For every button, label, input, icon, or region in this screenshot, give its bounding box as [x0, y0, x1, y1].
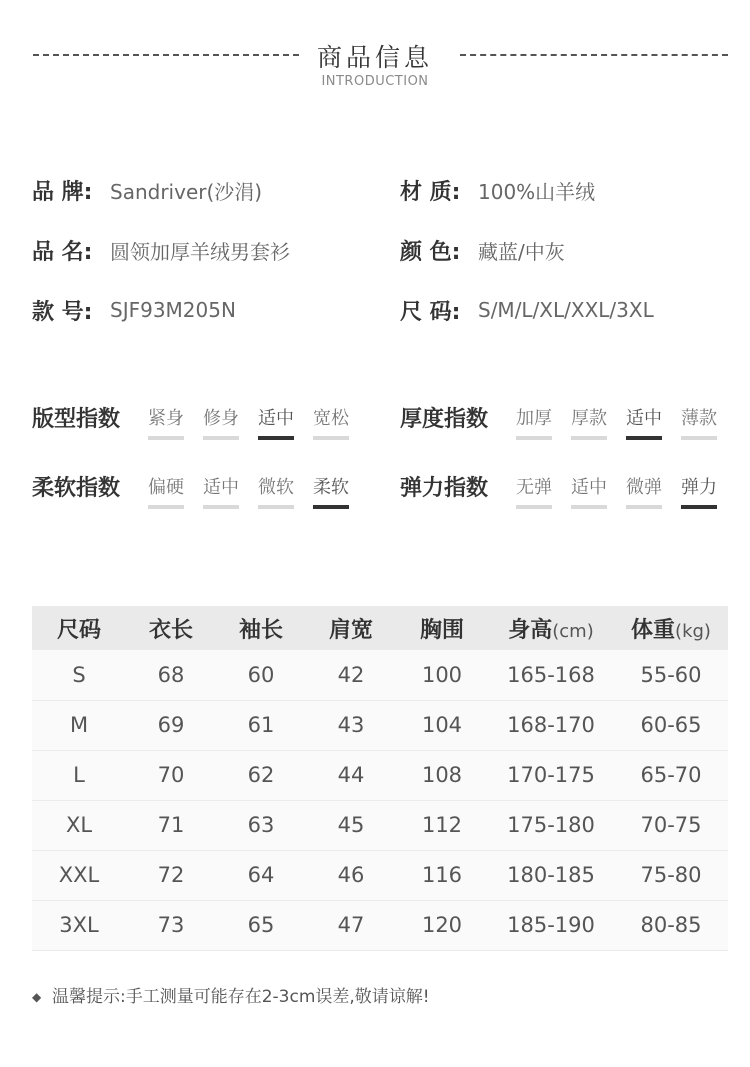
index-option — [569, 404, 609, 430]
index-option-bar — [681, 436, 717, 440]
column-header-label: 尺码 — [56, 617, 101, 643]
table-cell: XXL — [32, 850, 126, 900]
table-cell: 71 — [126, 800, 216, 850]
column-header-label: 体重 — [631, 617, 676, 643]
info-row — [32, 172, 732, 208]
info-brand — [32, 172, 262, 208]
table-cell: 60-65 — [614, 700, 728, 750]
column-header — [306, 606, 396, 650]
table-cell: 69 — [126, 700, 216, 750]
table-cell: 42 — [306, 650, 396, 700]
index-option-label: 厚款 — [571, 408, 607, 429]
index-option — [146, 404, 186, 430]
column-header — [488, 606, 614, 650]
table-cell: 3XL — [32, 900, 126, 950]
index-option-label: 无弹 — [516, 477, 552, 498]
index-option-bar — [258, 436, 294, 440]
table-cell: 61 — [216, 700, 306, 750]
table-cell: 46 — [306, 850, 396, 900]
column-header — [126, 606, 216, 650]
info-color — [400, 232, 565, 268]
table-cell: S — [32, 650, 126, 700]
table-cell: 65 — [216, 900, 306, 950]
info-label: 品 名: — [32, 239, 93, 265]
index-option — [624, 404, 664, 430]
index-option-bar — [258, 505, 294, 509]
table-header-row — [32, 606, 728, 650]
index-option-bar — [516, 505, 552, 509]
header-dashed-line-right — [460, 54, 728, 56]
index-option — [514, 404, 554, 430]
index-option-label: 加厚 — [516, 408, 552, 429]
table-cell: 68 — [126, 650, 216, 700]
index-option-label: 适中 — [203, 477, 239, 498]
info-row — [32, 232, 732, 268]
index-label: 弹力指数 — [400, 476, 489, 501]
column-header-label: 胸围 — [419, 617, 464, 643]
table-cell: 165-168 — [488, 650, 614, 700]
table-cell: 65-70 — [614, 750, 728, 800]
table-cell: 80-85 — [614, 900, 728, 950]
column-header — [32, 606, 126, 650]
table-cell: 70 — [126, 750, 216, 800]
info-label: 材 质: — [400, 179, 461, 205]
index-option-label: 柔软 — [313, 477, 349, 498]
column-header — [614, 606, 728, 650]
table-cell: 60 — [216, 650, 306, 700]
index-option-label: 微软 — [258, 477, 294, 498]
info-name — [32, 232, 290, 268]
index-option-bar — [626, 505, 662, 509]
index-option-bar — [626, 436, 662, 440]
index-option-bar — [203, 436, 239, 440]
index-option-bar — [313, 505, 349, 509]
table-row — [32, 850, 728, 900]
index-option-bar — [571, 436, 607, 440]
table-row — [32, 750, 728, 800]
index-option-label: 薄款 — [681, 408, 717, 429]
table-cell: XL — [32, 800, 126, 850]
info-value: 圆领加厚羊绒男套衫 — [110, 239, 290, 264]
table-cell: 62 — [216, 750, 306, 800]
index-option-bar — [571, 505, 607, 509]
table-cell: 64 — [216, 850, 306, 900]
index-label: 柔软指数 — [32, 476, 121, 501]
index-option — [201, 473, 241, 499]
index-option — [146, 473, 186, 499]
table-cell: 185-190 — [488, 900, 614, 950]
index-option — [256, 404, 296, 430]
info-row — [32, 292, 732, 328]
table-cell: 47 — [306, 900, 396, 950]
index-option — [679, 404, 719, 430]
table-cell: M — [32, 700, 126, 750]
column-header-label: 肩宽 — [328, 617, 373, 643]
info-label: 尺 码: — [400, 299, 461, 325]
table-cell: 43 — [306, 700, 396, 750]
diamond-bullet-icon: ◆ — [32, 990, 42, 1004]
table-cell: 100 — [396, 650, 488, 700]
column-header-label: 衣长 — [148, 617, 193, 643]
info-size — [400, 292, 654, 328]
table-row — [32, 650, 728, 700]
index-label: 版型指数 — [32, 407, 121, 432]
index-option — [514, 473, 554, 499]
tip-text: 温馨提示:手工测量可能存在2-3cm误差,敬请谅解! — [52, 987, 430, 1007]
table-cell: 72 — [126, 850, 216, 900]
table-cell: 112 — [396, 800, 488, 850]
info-label: 品 牌: — [32, 179, 93, 205]
table-cell: 73 — [126, 900, 216, 950]
index-option-label: 偏硬 — [148, 477, 184, 498]
info-value: SJF93M205N — [110, 298, 236, 322]
table-cell: 44 — [306, 750, 396, 800]
measurement-tip — [32, 982, 722, 1007]
info-material — [400, 172, 595, 208]
table-row — [32, 800, 728, 850]
index-option-label: 宽松 — [313, 408, 349, 429]
index-option-label: 适中 — [571, 477, 607, 498]
column-header-unit: (cm) — [552, 620, 594, 642]
index-row — [32, 469, 732, 517]
section-subtitle: INTRODUCTION — [321, 74, 429, 89]
info-value: S/M/L/XL/XXL/3XL — [478, 298, 654, 322]
index-option-bar — [313, 436, 349, 440]
column-header — [216, 606, 306, 650]
section-header — [0, 0, 750, 110]
index-option — [311, 404, 351, 430]
column-header-unit: (kg) — [675, 620, 711, 642]
section-title: 商品信息 — [316, 43, 433, 72]
index-option — [201, 404, 241, 430]
index-option — [679, 473, 719, 499]
table-cell: 180-185 — [488, 850, 614, 900]
index-option-bar — [516, 436, 552, 440]
index-option — [256, 473, 296, 499]
table-cell: 116 — [396, 850, 488, 900]
index-option-bar — [203, 505, 239, 509]
index-option — [311, 473, 351, 499]
info-label: 颜 色: — [400, 239, 461, 265]
index-option-label: 适中 — [626, 408, 662, 429]
table-cell: 175-180 — [488, 800, 614, 850]
index-option — [624, 473, 664, 499]
index-option-label: 弹力 — [681, 477, 717, 498]
table-cell: 168-170 — [488, 700, 614, 750]
table-cell: 75-80 — [614, 850, 728, 900]
index-option-label: 微弹 — [626, 477, 662, 498]
index-option-label: 适中 — [258, 408, 294, 429]
table-cell: 104 — [396, 700, 488, 750]
table-cell: 55-60 — [614, 650, 728, 700]
column-header-label: 身高 — [508, 617, 553, 643]
table-cell: 70-75 — [614, 800, 728, 850]
table-row — [32, 900, 728, 950]
column-header-label: 袖长 — [238, 617, 283, 643]
table-cell: 108 — [396, 750, 488, 800]
index-option-label: 修身 — [203, 408, 239, 429]
info-value: 100%山羊绒 — [478, 179, 596, 204]
index-option-bar — [681, 505, 717, 509]
table-cell: 45 — [306, 800, 396, 850]
info-label: 款 号: — [32, 299, 93, 325]
index-option-label: 紧身 — [148, 408, 184, 429]
index-option-bar — [148, 505, 184, 509]
index-option-bar — [148, 436, 184, 440]
info-value: 藏蓝/中灰 — [478, 239, 565, 264]
table-cell: 170-175 — [488, 750, 614, 800]
table-row — [32, 700, 728, 750]
info-value: Sandriver(沙涓) — [110, 179, 263, 204]
info-model — [32, 292, 236, 328]
index-row — [32, 400, 732, 448]
table-cell: L — [32, 750, 126, 800]
index-option — [569, 473, 609, 499]
table-cell: 63 — [216, 800, 306, 850]
size-chart-table — [32, 606, 728, 951]
index-label: 厚度指数 — [400, 407, 489, 432]
table-cell: 120 — [396, 900, 488, 950]
column-header — [396, 606, 488, 650]
